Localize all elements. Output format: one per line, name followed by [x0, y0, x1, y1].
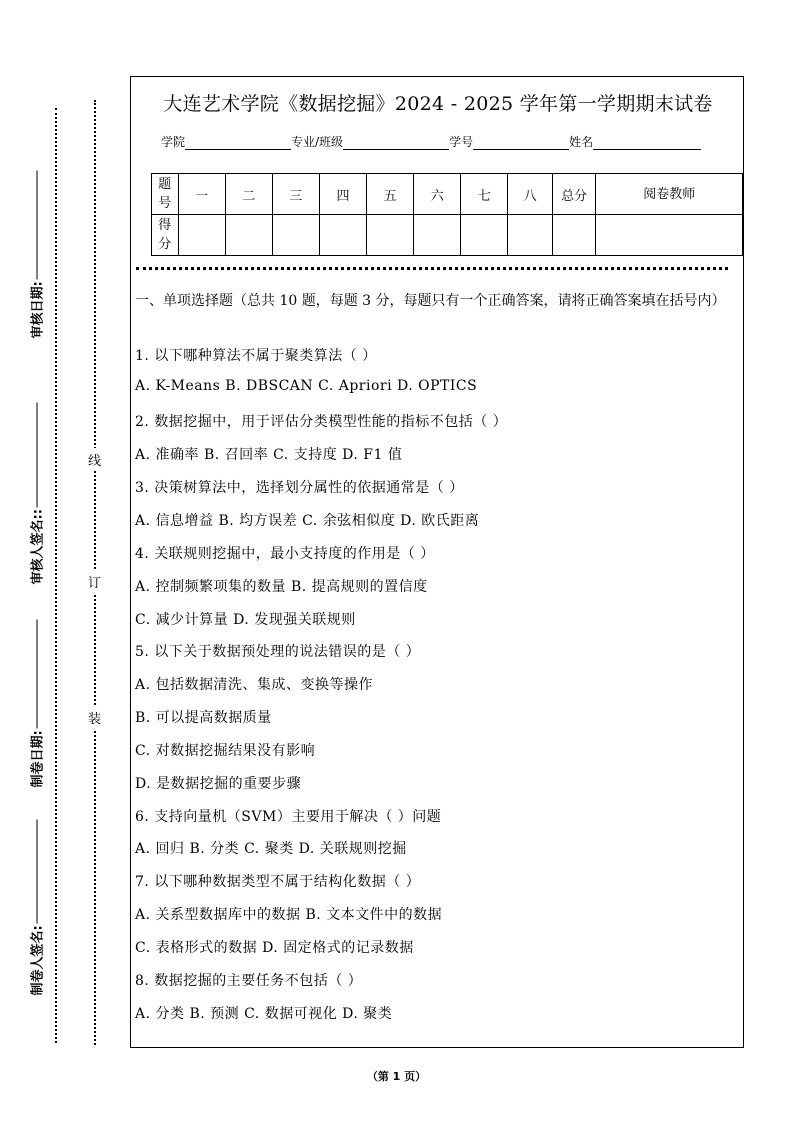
score-cell[interactable] [319, 215, 366, 256]
binding-margin [0, 0, 128, 1122]
question-line: 5. 以下关于数据预处理的说法错误的是（ ） [135, 644, 421, 660]
name-field[interactable]: 姓名 [569, 133, 701, 150]
outer-dotted-line [55, 108, 57, 1043]
col-header-total: 总分 [552, 174, 596, 215]
option-line: A. 控制频繁项集的数量 B. 提高规则的置信度 [135, 579, 428, 595]
question-line: 3. 决策树算法中，选择划分属性的依据通常是（ ） [135, 480, 464, 496]
col-header: 二 [225, 174, 272, 215]
page-number: （第 1 页） [366, 1070, 427, 1083]
option-line: A. K-Means B. DBSCAN C. Apriori D. OPTICS [135, 378, 478, 394]
college-field[interactable]: 学院 [161, 133, 291, 150]
maker-date-field[interactable]: 制卷日期: [27, 620, 46, 788]
option-line: A. 信息增益 B. 均方误差 C. 余弦相似度 D. 欧氏距离 [135, 513, 480, 529]
table-row [152, 215, 743, 256]
col-header: 七 [461, 174, 508, 215]
maker-sign-field[interactable]: 制卷人签名: [27, 820, 46, 996]
row-label-question: 题号 [152, 174, 179, 215]
question-line: 4. 关联规则挖掘中，最小支持度的作用是（ ） [135, 546, 435, 562]
bind-line-char: 线 [88, 448, 101, 471]
section-heading: 一、单项选择题（总共 10 题，每题 3 分，每题只有一个正确答案，请将正确答案填在括号内） [135, 293, 726, 309]
score-cell[interactable] [367, 215, 414, 256]
table-row [152, 174, 743, 215]
col-header: 四 [319, 174, 366, 215]
option-line: A. 回归 B. 分类 C. 聚类 D. 关联规则挖掘 [135, 841, 407, 857]
question-line: 7. 以下哪种数据类型不属于结构化数据（ ） [135, 874, 421, 890]
col-header-grader: 阅卷教师 [596, 174, 743, 215]
major-field[interactable]: 专业/班级 [291, 133, 449, 150]
question-line: 8. 数据挖掘的主要任务不包括（ ） [135, 973, 363, 989]
col-header: 八 [508, 174, 552, 215]
row-label-score: 得分 [152, 215, 179, 256]
score-cell[interactable] [414, 215, 461, 256]
option-line: C. 表格形式的数据 D. 固定格式的记录数据 [135, 940, 414, 956]
option-line: C. 对数据挖掘结果没有影响 [135, 743, 316, 759]
option-line: A. 准确率 B. 召回率 C. 支持度 D. F1 值 [135, 447, 403, 463]
score-table [151, 173, 743, 256]
option-line: A. 分类 B. 预测 C. 数据可视化 D. 聚类 [135, 1006, 393, 1022]
student-info-row [161, 133, 701, 150]
question-line: 1. 以下哪种算法不属于聚类算法（ ） [135, 348, 377, 364]
score-cell[interactable] [272, 215, 319, 256]
exam-frame [130, 76, 744, 1048]
question-line: 6. 支持向量机（SVM）主要用于解决（ ）问题 [135, 809, 442, 825]
bind-install-char: 装 [88, 706, 101, 729]
score-cell[interactable] [178, 215, 225, 256]
reviewer-date-field[interactable]: 审核日期: [27, 171, 46, 339]
option-line: C. 减少计算量 D. 发现强关联规则 [135, 612, 356, 628]
option-line: A. 包括数据清洗、集成、变换等操作 [135, 677, 374, 693]
score-cell[interactable] [508, 215, 552, 256]
option-line: A. 关系型数据库中的数据 B. 文本文件中的数据 [135, 907, 443, 923]
bind-order-char: 订 [88, 570, 101, 593]
option-line: B. 可以提高数据质量 [135, 710, 272, 726]
student-id-field[interactable]: 学号 [449, 133, 569, 150]
reviewer-sign-field[interactable]: 审核人签名:: [27, 403, 46, 585]
col-header: 一 [178, 174, 225, 215]
col-header: 三 [272, 174, 319, 215]
score-cell[interactable] [225, 215, 272, 256]
col-header: 五 [367, 174, 414, 215]
dotted-separator [136, 267, 728, 270]
score-cell-total[interactable] [552, 215, 596, 256]
score-cell[interactable] [461, 215, 508, 256]
score-cell-grader[interactable] [596, 215, 743, 256]
exam-title: 大连艺术学院《数据挖掘》2024 - 2025 学年第一学期期末试卷 [163, 93, 713, 115]
option-line: D. 是数据挖掘的重要步骤 [135, 776, 302, 792]
col-header: 六 [414, 174, 461, 215]
question-line: 2. 数据挖掘中，用于评估分类模型性能的指标不包括（ ） [135, 414, 508, 430]
